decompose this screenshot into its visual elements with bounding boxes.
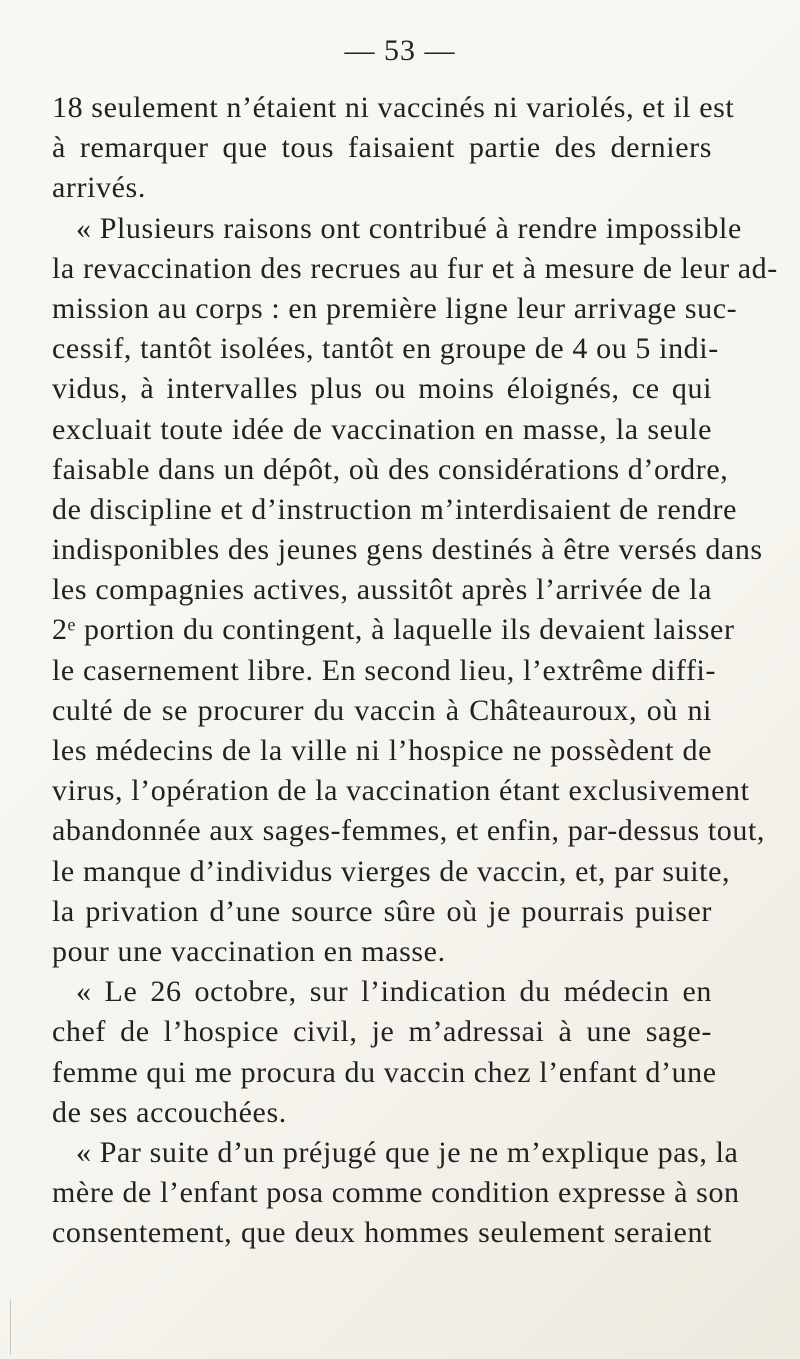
text-line: « Par suite d’un préjugé que je ne m’explique pas, la (76, 1135, 739, 1169)
text-line: mère de l’enfant posa comme condition expresse à son (52, 1176, 740, 1210)
text-line: de discipline et d’instruction m’interdisaient de rendre (52, 492, 738, 526)
text-line: consentement, que deux hommes seulement seraient (52, 1216, 712, 1250)
text-line: à remarquer que tous faisaient partie des derniers (52, 131, 712, 165)
text-line: le manque d’individus vierges de vaccin, et, par suite, (52, 854, 731, 888)
text-line: les médecins de la ville ni l’hospice ne possèdent de (52, 734, 712, 767)
text-line: vidus, à intervalles plus ou moins éloignés, ce qui (52, 372, 712, 406)
text-line: pour une vaccination en masse. (52, 934, 446, 968)
text-line: indisponibles des jeunes gens destinés à être versés dans (52, 533, 763, 567)
text-line: excluait toute idée de vaccination en masse, la seule (52, 412, 712, 446)
text-line: « Le 26 octobre, sur l’indication du médecin en (76, 975, 712, 1009)
text-line: femme qui me procura du vaccin chez l’enfant d’une (52, 1055, 717, 1089)
text-line: arrivés. (52, 171, 146, 205)
text-line: 18 seulement n’étaient ni vaccinés ni variolés, et il est (52, 91, 735, 124)
text-line: culté de se procurer du vaccin à Châteauroux, où ni (52, 693, 712, 727)
text-line: la revaccination des recrues au fur et à mesure de leur ad- (52, 251, 778, 285)
text-line: virus, l’opération de la vaccination étant exclusivement (52, 774, 750, 808)
text-line: faisable dans un dépôt, où des considérations d’ordre, (52, 452, 729, 486)
text-line: le casernement libre. En second lieu, l’extrême diffi- (52, 653, 717, 687)
text-line: chef de l’hospice civil, je m’adressai à une sage- (52, 1015, 712, 1049)
text-line: « Plusieurs raisons ont contribué à rendre impossible (76, 211, 742, 245)
text-line: abandonnée aux sages-femmes, et enfin, par-dessus tout, (52, 814, 766, 848)
margin-mark (10, 1300, 11, 1355)
body-text (52, 88, 778, 1253)
text-line: les compagnies actives, aussitôt après l’arrivée de la (52, 573, 712, 607)
text-line: la privation d’une source sûre où je pourrais puiser (52, 894, 712, 928)
text-line: mission au corps : en première ligne leur arrivage suc- (52, 291, 738, 325)
text-line: cessif, tantôt isolées, tantôt en groupe de 4 ou 5 indi- (52, 332, 719, 366)
text-line: de ses accouchées. (52, 1095, 287, 1129)
text-line: 2ᵉ portion du contingent, à laquelle ils devaient laisser (52, 613, 735, 647)
page-number: — 53 — (344, 34, 456, 67)
